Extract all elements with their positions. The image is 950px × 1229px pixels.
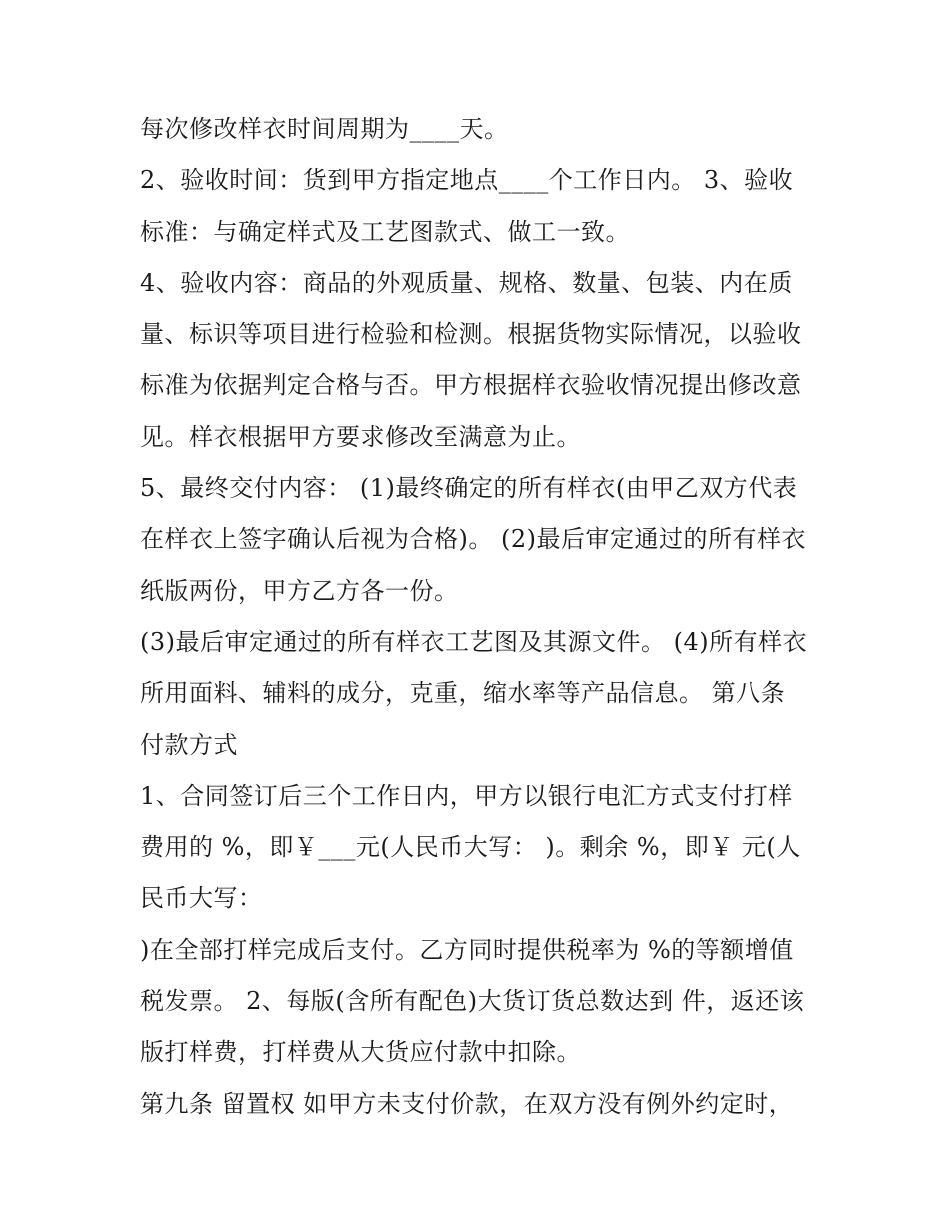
text-line: 见。样衣根据甲方要求修改至满意为止。: [140, 422, 581, 451]
text-line: 所用面料、辅料的成分，克重，缩水率等产品信息。 第八条: [140, 679, 786, 708]
text-line: 税发票。 2、每版(含所有配色)大货订货总数达到 件，返还该: [140, 987, 805, 1016]
text-line: 4、验收内容：商品的外观质量、规格、数量、包装、内在质: [140, 268, 793, 297]
text-line: 费用的 %，即￥___元(人民币大写： )。剩余 %，即￥ 元(人: [140, 833, 801, 862]
text-line: (3)最后审定通过的所有样衣工艺图及其源文件。 (4)所有样衣: [140, 627, 808, 656]
text-line: 标准为依据判定合格与否。甲方根据样衣验收情况提出修改意: [140, 371, 802, 400]
text-line: 每次修改样衣时间周期为____天。: [140, 115, 509, 143]
text-line: 2、验收时间：货到甲方指定地点____个工作日内。 3、验收: [140, 166, 794, 195]
text-line: 民币大写：: [140, 884, 263, 913]
text-line: 版打样费，打样费从大货应付款中扣除。: [140, 1038, 581, 1067]
document-body: [140, 104, 820, 1130]
text-line: 付款方式: [140, 730, 238, 759]
text-line: 标准：与确定样式及工艺图款式、做工一致。: [140, 217, 630, 246]
text-line: 量、标识等项目进行检验和检测。根据货物实际情况，以验收: [140, 320, 802, 349]
text-line: 在样衣上签字确认后视为合格)。 (2)最后审定通过的所有样衣: [140, 525, 806, 554]
text-line: 5、最终交付内容： (1)最终确定的所有样衣(由甲乙双方代表: [140, 474, 798, 503]
text-line: 1、合同签订后三个工作日内，甲方以银行电汇方式支付打样: [140, 781, 793, 810]
text-line: 第九条 留置权 如甲方未支付价款，在双方没有例外约定时，: [140, 1089, 794, 1118]
text-line: 纸版两份，甲方乙方各一份。: [140, 576, 459, 605]
text-line: )在全部打样完成后支付。乙方同时提供税率为 %的等额增值: [140, 935, 794, 964]
